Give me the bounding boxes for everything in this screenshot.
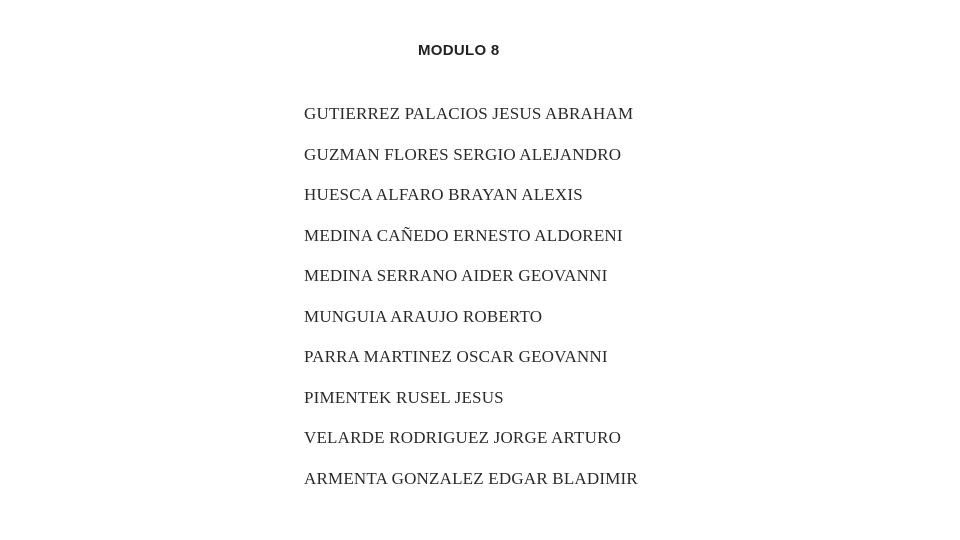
list-item: PARRA MARTINEZ OSCAR GEOVANNI (304, 347, 608, 366)
list-item: ARMENTA GONZALEZ EDGAR BLADIMIR (304, 468, 638, 488)
list-item: HUESCA ALFARO BRAYAN ALEXIS (304, 185, 583, 204)
list-item: MEDINA CAÑEDO ERNESTO ALDORENI (304, 225, 623, 245)
list-item: GUZMAN FLORES SERGIO ALEJANDRO (304, 144, 622, 164)
list-item: PIMENTEK RUSEL JESUS (304, 387, 504, 407)
list-item: MEDINA SERRANO AIDER GEOVANNI (304, 266, 608, 285)
list-item: GUTIERREZ PALACIOS JESUS ABRAHAM (304, 104, 634, 123)
list-item: MUNGUIA ARAUJO ROBERTO (304, 306, 543, 326)
list-item: VELARDE RODRIGUEZ JORGE ARTURO (304, 428, 622, 447)
page-title: MODULO 8 (418, 42, 500, 59)
name-list (304, 100, 638, 505)
